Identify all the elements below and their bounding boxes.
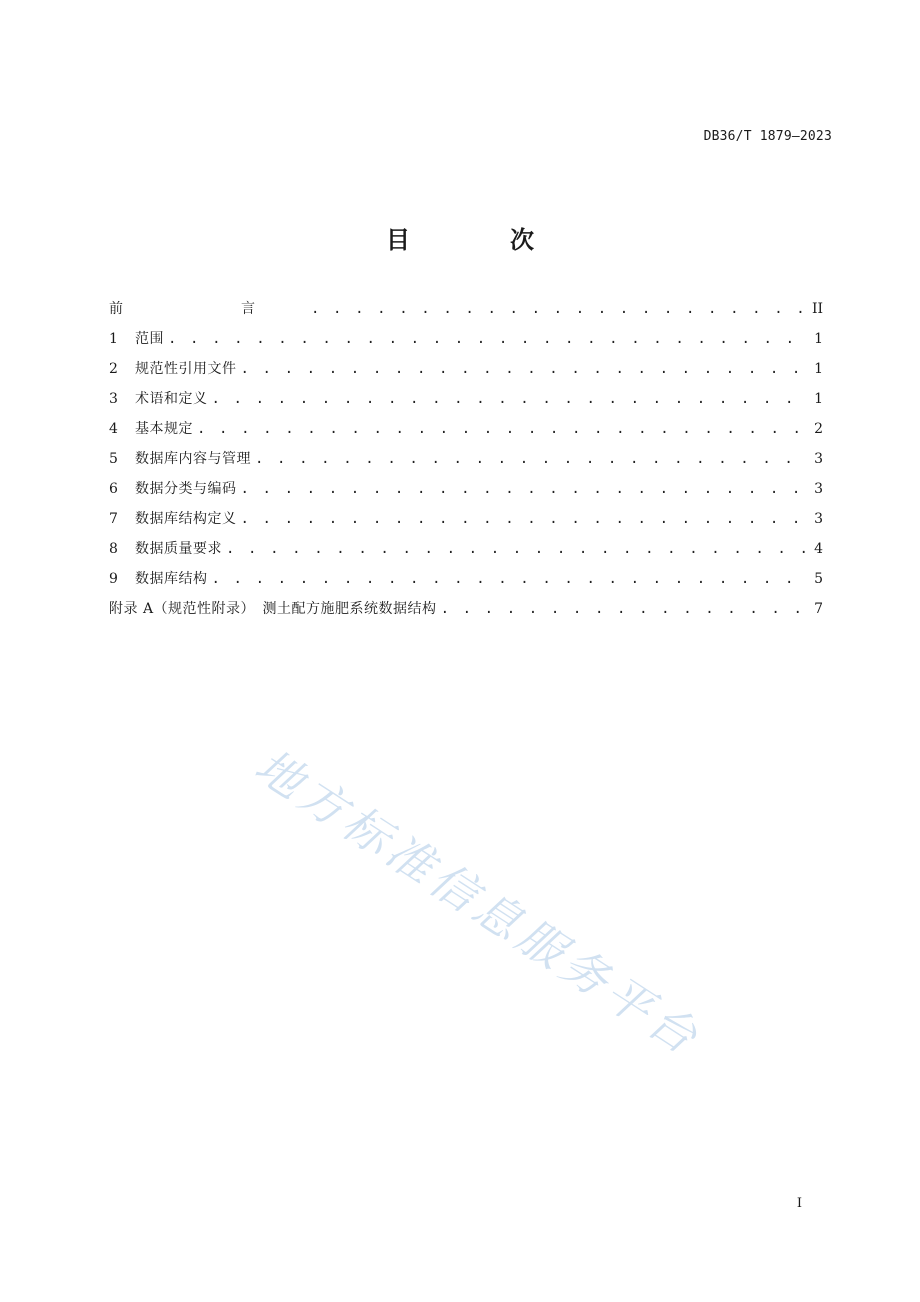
toc-entry-page: II: [811, 301, 823, 317]
toc-leader: [197, 414, 809, 444]
toc-entry-label: 数据质量要求: [135, 541, 222, 557]
toc-entry[interactable]: [109, 474, 823, 504]
toc-entry[interactable]: [109, 534, 823, 564]
toc-entry-number: 2: [109, 361, 118, 377]
toc-leader: [168, 324, 809, 354]
toc-entry-label: 数据库结构定义: [135, 511, 237, 527]
toc-leader: [226, 534, 809, 564]
page-number: I: [796, 1196, 802, 1211]
toc-entry-page: 1: [814, 391, 823, 407]
toc-entry-number: 5: [109, 451, 118, 467]
document-code: DB36/T 1879—2023: [703, 129, 832, 144]
toc-leader: [241, 474, 810, 504]
toc-entry-label: 附录 A（规范性附录） 测土配方施肥系统数据结构: [109, 601, 437, 617]
toc-entry[interactable]: [109, 414, 823, 444]
toc-entry-label: 数据库内容与管理: [135, 451, 251, 467]
toc-entry-label: 基本规定: [135, 421, 193, 437]
toc-leader: [441, 594, 809, 624]
toc-entry-page: 1: [814, 331, 823, 347]
toc-entry[interactable]: [109, 384, 823, 414]
toc-entry-number: 4: [109, 421, 118, 437]
toc-entry[interactable]: [109, 504, 823, 534]
toc-entry[interactable]: [109, 564, 823, 594]
toc-entry-page: 2: [814, 421, 823, 437]
toc-entry-label: 数据库结构: [135, 571, 208, 587]
toc-entry-number: 6: [109, 481, 118, 497]
toc-entry-page: 3: [814, 481, 823, 497]
toc-entry-label: 前 言: [109, 301, 307, 317]
toc-entry-appendix-a[interactable]: [109, 594, 823, 624]
watermark: 地方标准信息服务平台: [245, 738, 712, 1067]
toc-entry-number: 3: [109, 391, 118, 407]
toc-entry-page: 7: [814, 601, 823, 617]
toc-entry-page: 4: [814, 541, 823, 557]
toc-leader: [212, 384, 810, 414]
table-of-contents: [109, 294, 823, 624]
toc-entry-page: 3: [814, 451, 823, 467]
toc-leader: [241, 504, 810, 534]
toc-entry-page: 1: [814, 361, 823, 377]
toc-entry-label: 范围: [135, 331, 164, 347]
toc-entry-number: 8: [109, 541, 118, 557]
toc-leader: [241, 354, 810, 384]
toc-entry-label: 数据分类与编码: [135, 481, 237, 497]
toc-entry-label: 规范性引用文件: [135, 361, 237, 377]
toc-entry-page: 5: [814, 571, 823, 587]
toc-entry-number: 1: [109, 331, 118, 347]
toc-entry-label: 术语和定义: [135, 391, 208, 407]
toc-leader: [311, 294, 808, 324]
toc-leader: [255, 444, 809, 474]
toc-entry-number: 7: [109, 511, 118, 527]
toc-entry-foreword[interactable]: [109, 294, 823, 324]
page-title: 目 次: [386, 226, 572, 254]
toc-entry[interactable]: [109, 354, 823, 384]
toc-leader: [212, 564, 810, 594]
toc-entry[interactable]: [109, 324, 823, 354]
toc-entry-number: 9: [109, 571, 118, 587]
toc-entry[interactable]: [109, 444, 823, 474]
toc-entry-page: 3: [814, 511, 823, 527]
